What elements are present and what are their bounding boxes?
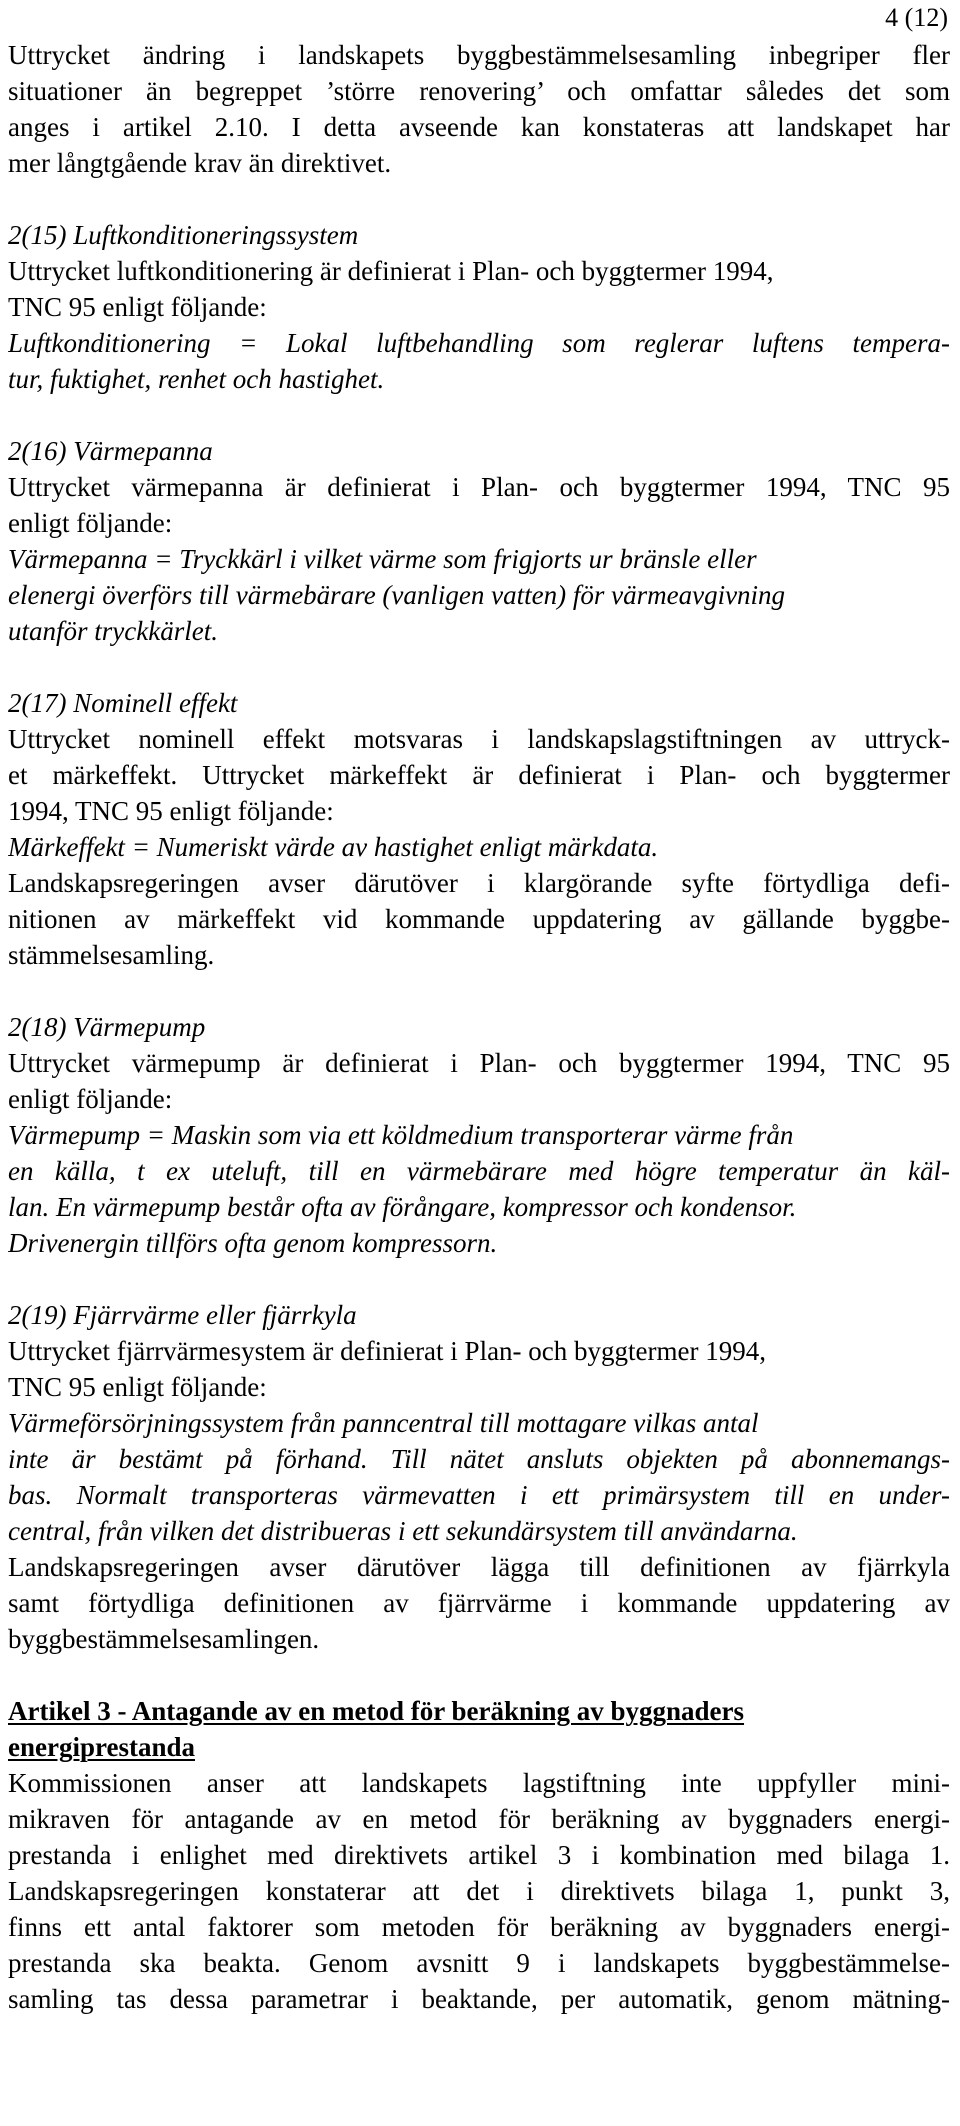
section-heading: 2(18) Värmepump [8,1012,206,1042]
article-heading: Artikel 3 - Antagande av en metod för beräkning av byggnaders [8,1696,745,1726]
section-heading: 2(16) Värmepanna [8,436,213,466]
page-number: 4 (12) [885,3,948,32]
definition-line: central, från vilken det distribueras i ett sekundärsystem till användarna. [8,1516,798,1546]
text-line: stämmelsesamling. [8,940,215,970]
text-line: et märkeffekt. Uttrycket märkeffekt är definierat i Plan- och byggtermer [8,760,950,790]
text-line: Uttrycket luftkonditionering är definierat i Plan- och byggtermer 1994, [8,256,774,286]
text-line: Kommissionen anser att landskapets lagstiftning inte uppfyller mini- [8,1768,950,1798]
text-line: situationer än begreppet ’större renovering’ och omfattar således det som [8,76,950,106]
text-line: TNC 95 enligt följande: [8,1372,267,1402]
definition-line: lan. En värmepump består ofta av förångare, kompressor och kondensor. [8,1192,797,1222]
text-line: Landskapsregeringen konstaterar att det i direktivets bilaga 1, punkt 3, [8,1876,950,1906]
section-heading: 2(19) Fjärrvärme eller fjärrkyla [8,1300,357,1330]
text-line: samling tas dessa parametrar i beaktande, per automatik, genom mätning- [8,1984,950,2014]
text-line: finns ett antal faktorer som metoden för beräkning av byggnaders energi- [8,1912,950,1942]
definition-line: inte är bestämt på förhand. Till nätet ansluts objekten på abonnemangs- [8,1444,950,1474]
definition-section-2-15 [8,217,950,397]
text-line: Uttrycket värmepanna är definierat i Plan- och byggtermer 1994, TNC 95 [8,472,950,502]
text-line: Uttrycket värmepump är definierat i Plan- och byggtermer 1994, TNC 95 [8,1048,950,1078]
definition-line: elenergi överförs till värmebärare (vanligen vatten) för värmeavgivning [8,580,786,610]
definition-line: Värmeförsörjningssystem från panncentral till mottagare vilkas antal [8,1408,759,1438]
definition-line: Drivenergin tillförs ofta genom kompressorn. [8,1228,498,1258]
definition-line: bas. Normalt transporteras värmevatten i ett primärsystem till en under- [8,1480,950,1510]
text-line: anges i artikel 2.10. I detta avseende kan konstateras att landskapet har [8,112,950,142]
definition-line: Värmepanna = Tryckkärl i vilket värme som frigjorts ur bränsle eller [8,544,757,574]
text-line: enligt följande: [8,508,173,538]
text-line: nitionen av märkeffekt vid kommande uppdatering av gällande byggbe- [8,904,950,934]
definition-line: utanför tryckkärlet. [8,616,218,646]
text-line: 1994, TNC 95 enligt följande: [8,796,334,826]
definition-line: tur, fuktighet, renhet och hastighet. [8,364,385,394]
section-heading: 2(17) Nominell effekt [8,688,238,718]
text-line: mer långtgående krav än direktivet. [8,148,392,178]
text-line: samt förtydliga definitionen av fjärrvärme i kommande uppdatering av [8,1588,950,1618]
text-line: prestanda i enlighet med direktivets artikel 3 i kombination med bilaga 1. [8,1840,950,1870]
intro-paragraph [8,37,950,181]
definition-line: en källa, t ex uteluft, till en värmebärare med högre temperatur än käl- [8,1156,950,1186]
document-body [8,37,950,2017]
text-line: Landskapsregeringen avser därutöver i klargörande syfte förtydliga defi- [8,868,950,898]
article-3-section [8,1693,950,2017]
definition-section-2-18 [8,1009,950,1261]
text-line: enligt följande: [8,1084,173,1114]
definition-section-2-17 [8,685,950,973]
text-line: byggbestämmelsesamlingen. [8,1624,320,1654]
text-line: Uttrycket fjärrvärmesystem är definierat i Plan- och byggtermer 1994, [8,1336,766,1366]
text-line: mikraven för antagande av en metod för beräkning av byggnaders energi- [8,1804,950,1834]
text-line: Uttrycket ändring i landskapets byggbestämmelsesamling inbegriper fler [8,40,950,70]
text-line: TNC 95 enligt följande: [8,292,267,322]
article-heading: energiprestanda [8,1732,195,1762]
definition-section-2-16 [8,433,950,649]
section-heading: 2(15) Luftkonditioneringssystem [8,220,359,250]
definition-line: Märkeffekt = Numeriskt värde av hastighet enligt märkdata. [8,832,659,862]
text-line: prestanda ska beakta. Genom avsnitt 9 i landskapets byggbestämmelse- [8,1948,950,1978]
definition-line: Värmepump = Maskin som via ett köldmedium transporterar värme från [8,1120,794,1150]
definition-section-2-19 [8,1297,950,1657]
text-line: Landskapsregeringen avser därutöver lägga till definitionen av fjärrkyla [8,1552,950,1582]
text-line: Uttrycket nominell effekt motsvaras i landskapslagstiftningen av uttryck- [8,724,950,754]
definition-line: Luftkonditionering = Lokal luftbehandling som reglerar luftens tempera- [8,328,950,358]
